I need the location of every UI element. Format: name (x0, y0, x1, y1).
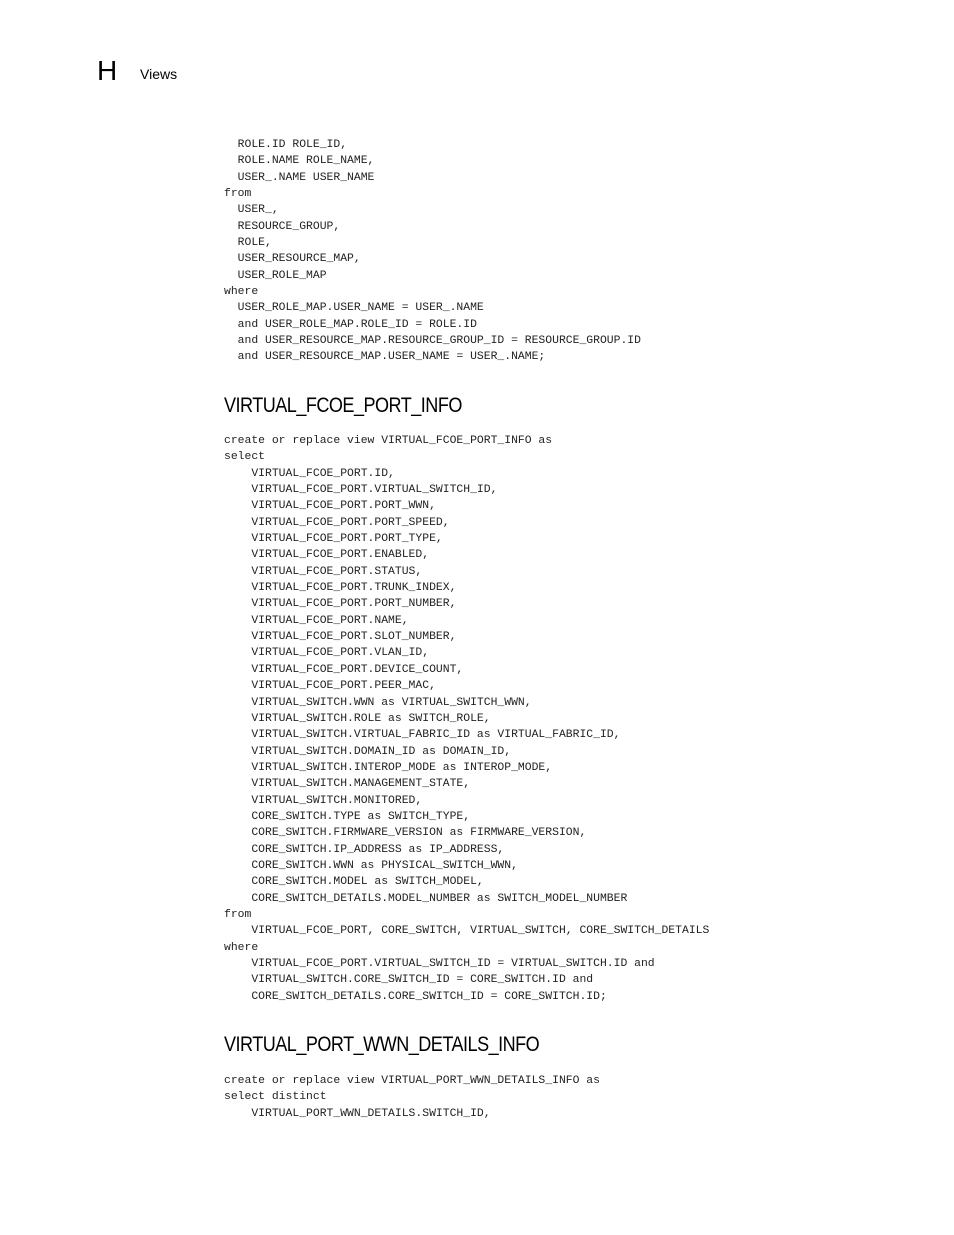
section-title: Views (140, 66, 178, 82)
heading-virtual-fcoe-port-info: VIRTUAL_FCOE_PORT_INFO (224, 394, 462, 417)
sql-code-block-virtual-fcoe-port-info: create or replace view VIRTUAL_FCOE_PORT_INFO as select VIRTUAL_FCOE_PORT.ID, VIRTUAL_FCOE_PORT.VIRTUAL_SWITCH_ID, VIRTUAL_FCOE_PORT.PORT_WWN, VIRTUAL_FCOE_PORT.PORT_SPEED, VIRTUAL_FCOE_PORT.PORT_TYPE, VIRTUAL_FCOE_PORT.ENABLED, VIRTUAL_FCOE_PORT.STATUS, VIRTUAL_FCOE_PORT.TRUNK_INDEX, VIRTUAL_FCOE_PORT.PORT_NUMBER, VIRTUAL_FCOE_PORT.NAME, VIRTUAL_FCOE_PORT.SLOT_NUMBER, VIRTUAL_FCOE_PORT.VLAN_ID, VIRTUAL_FCOE_PORT.DEVICE_COUNT, VIRTUAL_FCOE_PORT.PEER_MAC, VIRTUAL_SWITCH.WWN as VIRTUAL_SWITCH_WWN, VIRTUAL_SWITCH.ROLE as SWITCH_ROLE, VIRTUAL_SWITCH.VIRTUAL_FABRIC_ID as VIRTUAL_FABRIC_ID, VIRTUAL_SWITCH.DOMAIN_ID as DOMAIN_ID, VIRTUAL_SWITCH.INTEROP_MODE as INTEROP_MODE, VIRTUAL_SWITCH.MANAGEMENT_STATE, VIRTUAL_SWITCH.MONITORED, CORE_SWITCH.TYPE as SWITCH_TYPE, CORE_SWITCH.FIRMWARE_VERSION as FIRMWARE_VERSION, CORE_SWITCH.IP_ADDRESS as IP_ADDRESS, CORE_SWITCH.WWN as PHYSICAL_SWITCH_WWN, CORE_SWITCH.MODEL as SWITCH_MODEL, CORE_SWITCH_DETAILS.MODEL_NUMBER as SWITCH_MODEL_NUMBER from VIRTUAL_FCOE_PORT, CORE_SWITCH, VIRTUAL_SWITCH, CORE_SWITCH_DETAILS where VIRTUAL_FCOE_PORT.VIRTUAL_SWITCH_ID = VIRTUAL_SWITCH.ID and VIRTUAL_SWITCH.CORE_SWITCH_ID = CORE_SWITCH.ID and CORE_SWITCH_DETAILS.CORE_SWITCH_ID = CORE_SWITCH.ID; (224, 435, 710, 1003)
sql-code-block-user-role-view: ROLE.ID ROLE_ID, ROLE.NAME ROLE_NAME, USER_.NAME USER_NAME from USER_, RESOURCE_GROUP, ROLE, USER_RESOURCE_MAP, USER_ROLE_MAP where USER_ROLE_MAP.USER_NAME = USER_.NAME and USER_ROLE_MAP.ROLE_ID = ROLE.ID and USER_RESOURCE_MAP.RESOURCE_GROUP_ID = RESOURCE_GROUP.ID and USER_RESOURCE_MAP.USER_NAME = USER_.NAME; (224, 139, 641, 364)
sql-code-block-virtual-port-wwn-details-info: create or replace view VIRTUAL_PORT_WWN_DETAILS_INFO as select distinct VIRTUAL_PORT_WWN_DETAILS.SWITCH_ID, (224, 1075, 600, 1120)
heading-virtual-port-wwn-details-info: VIRTUAL_PORT_WWN_DETAILS_INFO (224, 1033, 540, 1056)
appendix-letter: H (97, 55, 118, 86)
